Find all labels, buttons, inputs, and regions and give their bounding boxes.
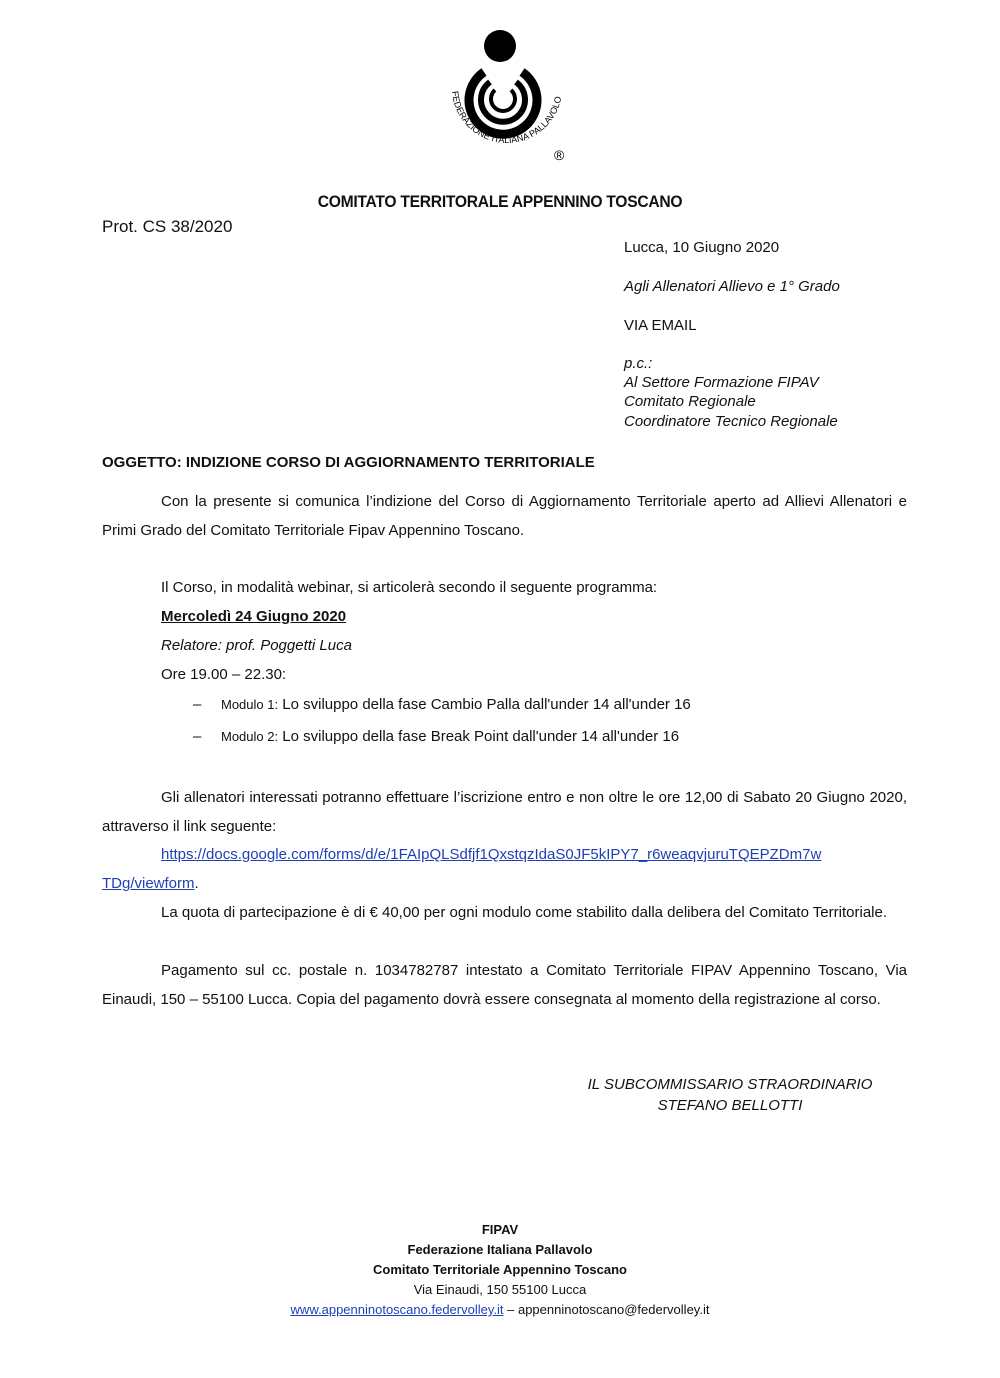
protocol-number: Prot. CS 38/2020 <box>102 217 233 236</box>
link-period: . <box>194 875 199 892</box>
recipient-to: Agli Allenatori Allievo e 1° Grado <box>624 278 840 295</box>
signature-role: IL SUBCOMMISSARIO STRAORDINARIO <box>587 1076 873 1093</box>
module-item <box>193 728 679 745</box>
pc-recipient-1: Al Settore Formazione FIPAV <box>624 374 819 391</box>
course-date: Mercoledì 24 Giugno 2020 <box>161 608 347 625</box>
pc-label: p.c.: <box>624 355 653 372</box>
course-hours: Ore 19.00 – 22.30: <box>161 666 287 683</box>
fipav-logo <box>432 28 582 168</box>
subject-line: OGGETTO: INDIZIONE CORSO DI AGGIORNAMENTO TERRITORIALE <box>102 454 595 471</box>
module-text: Lo sviluppo della fase Break Point dall'under 14 all'under 16 <box>282 728 680 745</box>
registration-paragraph: Gli allenatori interessati potranno effettuare l’iscrizione entro e non oltre le ore 12,00 di Sabato 20 Giugno 2020, attraverso il link seguente: <box>102 789 907 835</box>
footer-address: Via Einaudi, 150 55100 Lucca <box>413 1282 587 1297</box>
registration-link[interactable]: https://docs.google.com/forms/d/e/1FAIpQLSdfjf1QxstqzIdaS0JF5kIPY7_r6weaqvjuruTQEPZDm7w <box>161 846 822 863</box>
document-title: COMITATO TERRITORALE APPENNINO TOSCANO <box>317 192 683 211</box>
registration-link-line-2[interactable] <box>102 875 199 892</box>
module-text: Lo sviluppo della fase Cambio Palla dall'under 14 all'under 16 <box>282 696 691 713</box>
signature-name: STEFANO BELLOTTI <box>657 1097 803 1114</box>
dash-bullet-icon: – <box>193 696 202 713</box>
registration-link-end[interactable]: TDg/viewform <box>102 875 195 892</box>
payment-paragraph: Pagamento sul cc. postale n. 1034782787 intestato a Comitato Territoriale FIPAV Appennino Toscano, Via Einaudi, 150 – 55100 Lucca. Copia del pagamento dovrà essere consegnata al momento della registrazione al corso. <box>102 962 907 1008</box>
footer-separator: – <box>503 1302 518 1317</box>
intro-paragraph: Con la presente si comunica l’indizione del Corso di Aggiornamento Territoriale aperto ad Allievi Allenatori e Primi Grado del Comitato Territoriale Fipav Appennino Toscano. <box>102 493 907 539</box>
pc-recipient-2: Comitato Regionale <box>624 393 756 410</box>
footer-contacts <box>0 1300 1000 1320</box>
delivery-method: VIA EMAIL <box>624 317 697 334</box>
logo-text: FEDERAZIONE ITALIANA PALLAVOLO <box>450 90 564 145</box>
place-date: Lucca, 10 Giugno 2020 <box>624 239 780 256</box>
registration-link-line-1[interactable] <box>161 846 821 863</box>
footer-committee: Comitato Territoriale Appennino Toscano <box>373 1262 627 1277</box>
footer-org-full: Federazione Italiana Pallavolo <box>407 1242 593 1257</box>
program-intro: Il Corso, in modalità webinar, si articolerà secondo il seguente programma: <box>161 579 658 596</box>
registered-mark: ® <box>554 147 565 163</box>
dash-bullet-icon: – <box>193 728 202 745</box>
pc-recipient-3: Coordinatore Tecnico Regionale <box>624 413 838 430</box>
course-speaker: Relatore: prof. Poggetti Luca <box>161 637 352 654</box>
module-label: Modulo 1: <box>221 697 279 712</box>
fee-paragraph: La quota di partecipazione è di € 40,00 per ogni modulo come stabilito dalla delibera del Comitato Territoriale. <box>161 904 887 921</box>
module-item <box>193 696 691 713</box>
module-label: Modulo 2: <box>221 729 279 744</box>
footer-email[interactable]: appenninotoscano@federvolley.it <box>517 1302 710 1317</box>
footer-website-link[interactable]: www.appenninotoscano.federvolley.it <box>290 1302 504 1317</box>
footer-org-short: FIPAV <box>481 1222 519 1237</box>
